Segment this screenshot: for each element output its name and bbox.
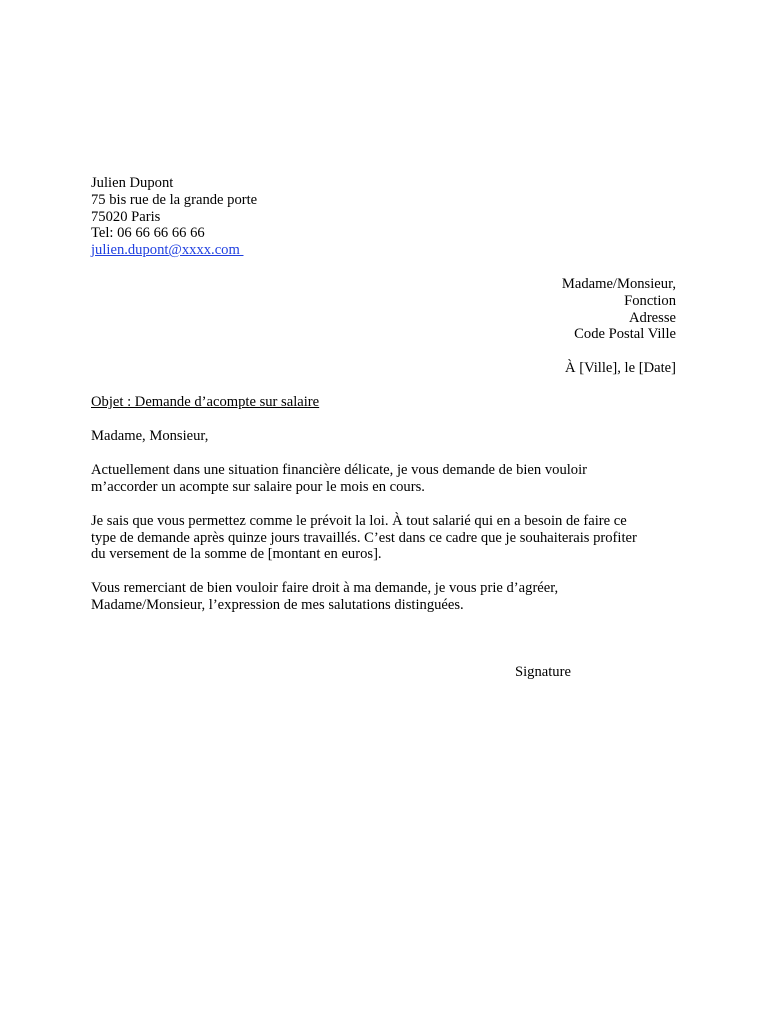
paragraph-2-line-3: du versement de la somme de [montant en euros]. bbox=[91, 546, 382, 562]
sender-phone: Tel: 06 66 66 66 66 bbox=[91, 225, 205, 241]
place-date: À [Ville], le [Date] bbox=[565, 360, 676, 376]
paragraph-3-line-1: Vous remerciant de bien vouloir faire droit à ma demande, je vous prie d’agréer, bbox=[91, 580, 559, 596]
paragraph-1-line-1: Actuellement dans une situation financière délicate, je vous demande de bien vouloir bbox=[91, 462, 588, 478]
recipient-postal-city: Code Postal Ville bbox=[574, 326, 676, 342]
sender-name: Julien Dupont bbox=[91, 175, 174, 191]
greeting: Madame, Monsieur, bbox=[91, 428, 209, 444]
subject-line: Objet : Demande d’acompte sur salaire bbox=[91, 394, 320, 410]
recipient-address: Adresse bbox=[628, 310, 676, 326]
sender-city: 75020 Paris bbox=[91, 209, 161, 225]
recipient-function: Fonction bbox=[624, 293, 676, 309]
sender-email-link[interactable]: julien.dupont@xxxx.com bbox=[91, 242, 244, 258]
signature: Signature bbox=[515, 664, 571, 680]
paragraph-2-line-2: type de demande après quinze jours travaillés. C’est dans ce cadre que je souhaiterais profiter bbox=[91, 530, 637, 546]
paragraph-2-line-1: Je sais que vous permettez comme le prévoit la loi. À tout salarié qui en a besoin de faire ce bbox=[91, 513, 627, 529]
sender-street: 75 bis rue de la grande porte bbox=[91, 192, 258, 208]
paragraph-3-line-2: Madame/Monsieur, l’expression de mes salutations distinguées. bbox=[91, 597, 464, 613]
recipient-name: Madame/Monsieur, bbox=[561, 276, 676, 292]
paragraph-1-line-2: m’accorder un acompte sur salaire pour le mois en cours. bbox=[91, 479, 425, 495]
